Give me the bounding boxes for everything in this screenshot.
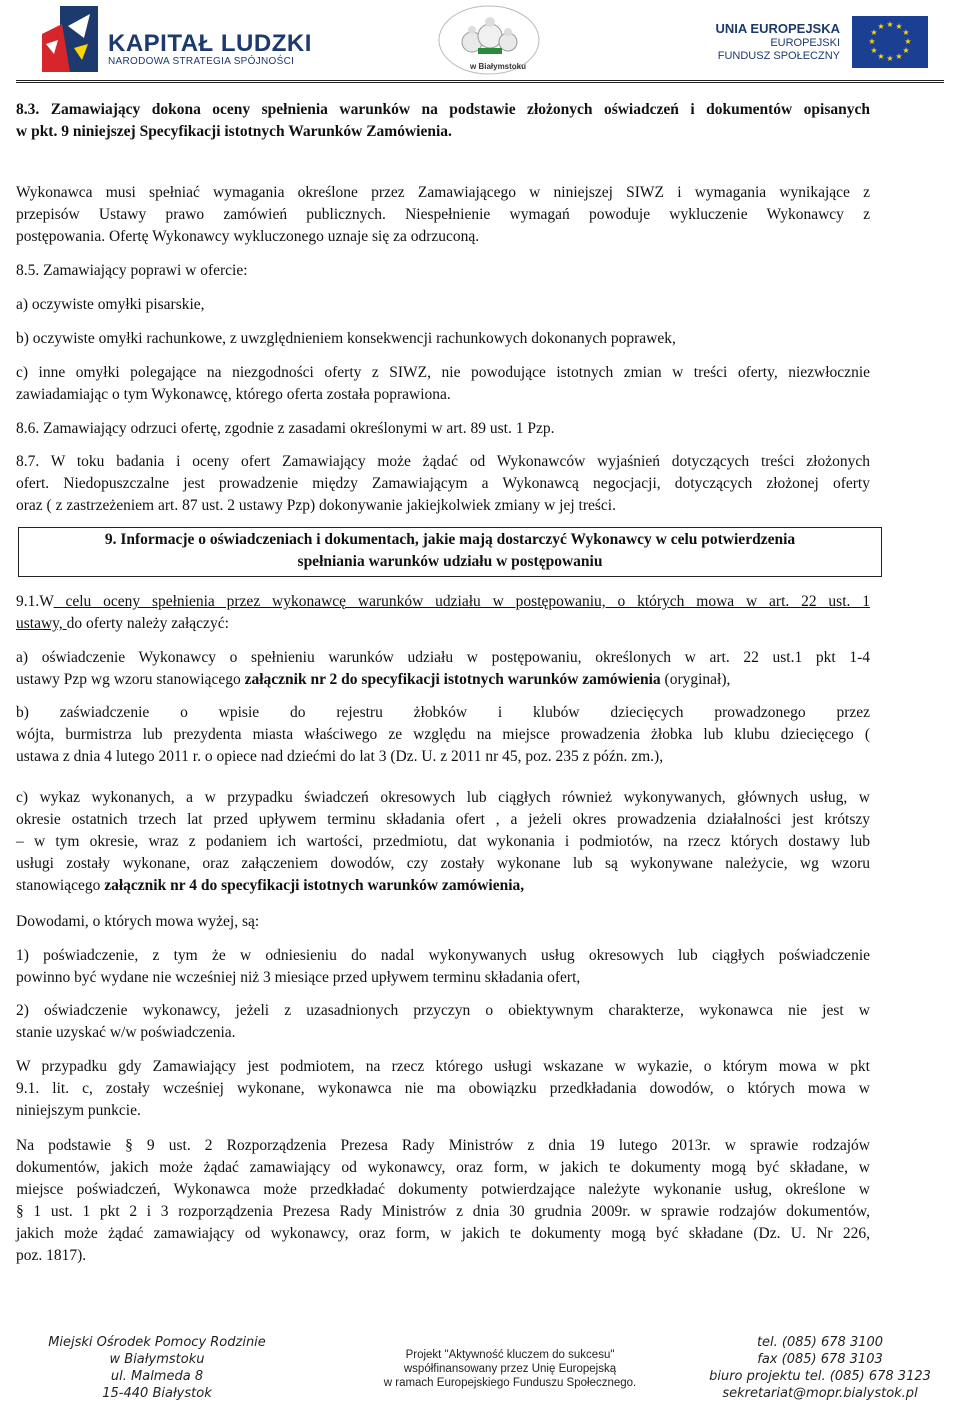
footer-project xyxy=(360,1348,660,1390)
text-line: 9.1. lit. c, zostały wcześniej wykonane, wykonawca nie ma obowiązku przedkładania dowodów, o których mowa w xyxy=(16,1080,870,1097)
text-line: okresie ostatnich trzech lat przed upływem terminu składania ofert , a jeżeli okres prowadzenia działalności jest krótszy xyxy=(16,811,870,828)
svg-text:★: ★ xyxy=(877,52,885,61)
text-line: 8.3. Zamawiający dokona oceny spełnienia warunków na podstawie złożonych oświadczeń i dokumentów opisanych xyxy=(16,101,870,118)
section-8-6 xyxy=(16,418,870,440)
svg-text:★: ★ xyxy=(902,28,910,37)
text-line: przepisów Ustawy prawo zamówień publicznych. Niespełnienie wymagań powoduje wykluczenie Wykonawcy z xyxy=(16,206,870,223)
svg-text:★: ★ xyxy=(868,37,876,46)
text-line: ofert. Niedopuszczalne jest prowadzenie między Zamawiającym a Wykonawcą negocjacji, dotyczących złożonej oferty xyxy=(16,475,870,492)
text-line: miejsce poświadczeń, Wykonawca może przedkładać dokumenty potwierdzające należyte wykonanie usług, określone w xyxy=(16,1181,870,1198)
footer-project-phone: biuro projektu tel. (085) 678 3123 xyxy=(709,1369,931,1384)
text-line: 1) poświadczenie, z tym że w odniesieniu do nadal wykonywanych usług okresowych lub ciągłych poświadczenie xyxy=(16,947,870,964)
text-line: b) zaświadczenie o wpisie do rejestru żłobków i klubów dziecięcych prowadzonego przez xyxy=(16,704,870,721)
kl-title: KAPITAŁ LUDZKI xyxy=(108,30,312,57)
text-line: Dowodami, o których mowa wyżej, są: xyxy=(16,913,260,930)
evidence-intro xyxy=(16,911,870,933)
text-line: w pkt. 9 niniejszej Specyfikacji istotnych Warunków Zamówienia. xyxy=(16,123,452,140)
footer-postal: 15-440 Białystok xyxy=(102,1386,212,1401)
section-9-1-a xyxy=(16,647,870,691)
text-line xyxy=(16,669,870,691)
text-line: usługi zostały wykonane, oraz załączeniem dowodów, czy zostały wykonane lub są wykonywane należycie, wg wzoru xyxy=(16,855,870,872)
svg-text:★: ★ xyxy=(895,22,903,31)
bold-fragment: załącznik nr 2 do specyfikacji istotnych warunków zamówienia xyxy=(244,671,661,688)
section-8-4 xyxy=(16,182,870,248)
ue-line-2: EUROPEJSKI xyxy=(770,37,840,49)
footer-contact xyxy=(690,1334,950,1402)
footer-phone: tel. (085) 678 3100 xyxy=(756,1335,884,1350)
text-line: c) wykaz wykonanych, a w przypadku świadczeń okresowych lub ciągłych również wykonywanych, głównych usług, w xyxy=(16,789,870,806)
text-line: 2) oświadczenie wykonawcy, jeżeli z uzasadnionych przyczyn o obiektywnym charakterze, wykonawca nie jest w xyxy=(16,1002,870,1019)
footer-org-name: Miejski Ośrodek Pomocy Rodzinie xyxy=(48,1335,266,1350)
ue-label xyxy=(690,22,840,63)
section-8-5 xyxy=(16,260,870,282)
svg-text:★: ★ xyxy=(870,28,878,37)
footer-address xyxy=(32,1334,282,1402)
text-fragment: ustawy Pzp wg wzoru stanowiącego xyxy=(16,671,245,688)
section-9-heading-line-1: 9. Informacje o oświadczeniach i dokumentach, jakie mają dostarczyć Wykonawcy w celu potwierdzenia xyxy=(104,531,796,548)
section-8-5-c xyxy=(16,362,870,406)
svg-text:★: ★ xyxy=(886,20,894,29)
text-line: § 1 ust. 1 pkt 2 i 3 rozporządzenia Prezesa Rady Ministrów z dnia 30 grudnia 2009r. w sprawie rodzajów dokumentów, xyxy=(16,1203,870,1220)
footer-cofinanced: współfinansowany przez Unię Europejską xyxy=(403,1363,617,1375)
text-fragment: 9.1.W xyxy=(16,593,54,610)
footer-city: w Białymstoku xyxy=(109,1352,205,1367)
paragraph-w-przypadku xyxy=(16,1056,870,1122)
text-line xyxy=(16,613,870,635)
section-9-1-c xyxy=(16,787,870,897)
footer-efs: w ramach Europejskiego Funduszu Społecznego. xyxy=(383,1377,637,1389)
footer-fax: fax (085) 678 3103 xyxy=(757,1352,883,1367)
text-line: c) inne omyłki polegające na niezgodności oferty z SIWZ, nie powodujące istotnych zmian w treści oferty, niezwłocznie xyxy=(16,364,870,381)
text-fragment: do oferty należy załączyć: xyxy=(66,615,229,632)
kapital-ludzki-logo-icon xyxy=(40,4,100,74)
ue-line-3: FUNDUSZ SPOŁECZNY xyxy=(717,50,840,62)
text-line: a) oświadczenie Wykonawcy o spełnieniu warunków udziału w postępowaniu, określonych w art. 22 ust.1 pkt 1-4 xyxy=(16,649,870,666)
text-line: 8.5. Zamawiający poprawi w ofercie: xyxy=(16,262,248,279)
text-line: niniejszym punkcie. xyxy=(16,1102,141,1119)
text-line: postępowania. Ofertę Wykonawcy wykluczonego uznaje się za odrzuconą. xyxy=(16,228,480,245)
footer-street: ul. Malmeda 8 xyxy=(110,1369,204,1384)
underlined-fragment: ustawy, xyxy=(16,615,67,632)
section-8-7 xyxy=(16,451,870,517)
section-8-5-a xyxy=(16,294,870,316)
text-line: W przypadku gdy Zamawiający jest podmiotem, na rzecz którego usługi wskazane w wykazie, o którym mowa w pkt xyxy=(16,1058,870,1075)
eu-flag-icon xyxy=(852,16,928,68)
text-line: ustawa z dnia 4 lutego 2011 r. o opiece nad dziećmi do lat 3 (Dz. U. z 2011 nr 45, poz. 235 z późn. zm.), xyxy=(16,748,664,765)
text-line: powinno być wydane nie wcześniej niż 3 miesiące przed upływem terminu składania ofert, xyxy=(16,969,581,986)
evidence-item-1 xyxy=(16,945,870,989)
text-line: a) oczywiste omyłki pisarskie, xyxy=(16,296,205,313)
text-line: dokumentów, jakich może żądać zamawiający od wykonawcy, oraz form, w jakich te dokumenty mogą być składane, w xyxy=(16,1159,870,1176)
text-fragment: (oryginał), xyxy=(660,671,731,688)
text-line: wójta, burmistrza lub prezydenta miasta właściwego ze względu na miejsce prowadzenia żłobka lub klubu dziecięcego ( xyxy=(16,726,870,743)
bold-fragment: załącznik nr 4 do specyfikacji istotnych warunków zamówienia, xyxy=(104,877,525,894)
paragraph-na-podstawie xyxy=(16,1135,870,1267)
evidence-item-2 xyxy=(16,1000,870,1044)
section-8-3 xyxy=(16,99,870,143)
text-line: – w tym okresie, wraz z podaniem ich wartości, przedmiotu, dat wykonania i podmiotów, na rzecz których dostawy lub xyxy=(16,833,870,850)
text-line: poz. 1817). xyxy=(16,1247,87,1264)
text-line: jakich może żądać zamawiający od wykonawcy, oraz form, w jakich te dokumenty mogą być składane (Dz. U. Nr 226, xyxy=(16,1225,870,1242)
section-9-1 xyxy=(16,591,870,635)
text-line: stanie uzyskać w/w poświadczenia. xyxy=(16,1024,236,1041)
section-9-1-b xyxy=(16,702,870,768)
text-line: oraz ( z zastrzeżeniem art. 87 ust. 2 ustawy Pzp) dokonywanie jakiejkolwiek zmiany w jej treści. xyxy=(16,497,616,514)
ue-line-1: UNIA EUROPEJSKA xyxy=(715,21,840,36)
text-line xyxy=(16,875,870,897)
text-line: zawiadamiając o tym Wykonawcę, którego oferta została poprawiona. xyxy=(16,386,451,403)
header-divider xyxy=(16,80,944,83)
section-9-heading-line-2: spełniania warunków udziału w postępowaniu xyxy=(297,553,603,570)
text-line xyxy=(16,591,870,613)
footer-project-name: Projekt "Aktywność kluczem do sukcesu" xyxy=(405,1349,615,1361)
kl-subtitle: NARODOWA STRATEGIA SPÓJNOŚCI xyxy=(108,56,295,67)
svg-text:★: ★ xyxy=(877,22,885,31)
text-line: Na podstawie § 9 ust. 2 Rozporządzenia Prezesa Rady Ministrów z dnia 19 lutego 2013r. w sprawie rodzajów xyxy=(16,1137,870,1154)
footer-email[interactable]: sekretariat@mopr.bialystok.pl xyxy=(722,1386,918,1401)
text-line: Wykonawca musi spełniać wymagania określone przez Zamawiającego w niniejszej SIWZ i wymagania wynikające z xyxy=(16,184,870,201)
section-9-heading-box xyxy=(18,527,882,577)
text-line: b) oczywiste omyłki rachunkowe, z uwzględnieniem konsekwencji rachunkowych dokonanych poprawek, xyxy=(16,330,676,347)
text-fragment: stanowiącego xyxy=(16,877,105,894)
svg-text:★: ★ xyxy=(895,52,903,61)
text-line: 8.7. W toku badania i oceny ofert Zamawiający może żądać od Wykonawców wyjaśnień dotyczących treści złożonych xyxy=(16,453,870,470)
svg-text:★: ★ xyxy=(902,46,910,55)
mops-seal-caption: w Białymstoku xyxy=(470,62,527,71)
svg-text:★: ★ xyxy=(904,37,912,46)
section-8-5-b xyxy=(16,328,870,350)
svg-text:★: ★ xyxy=(870,46,878,55)
svg-text:★: ★ xyxy=(886,54,894,63)
text-line: 8.6. Zamawiający odrzuci ofertę, zgodnie z zasadami określonymi w art. 89 ust. 1 Pzp. xyxy=(16,420,555,437)
underlined-fragment: celu oceny spełnienia przez wykonawcę warunków udziału w postępowaniu, o których mowa w art. 22 ust. 1 xyxy=(53,593,870,610)
